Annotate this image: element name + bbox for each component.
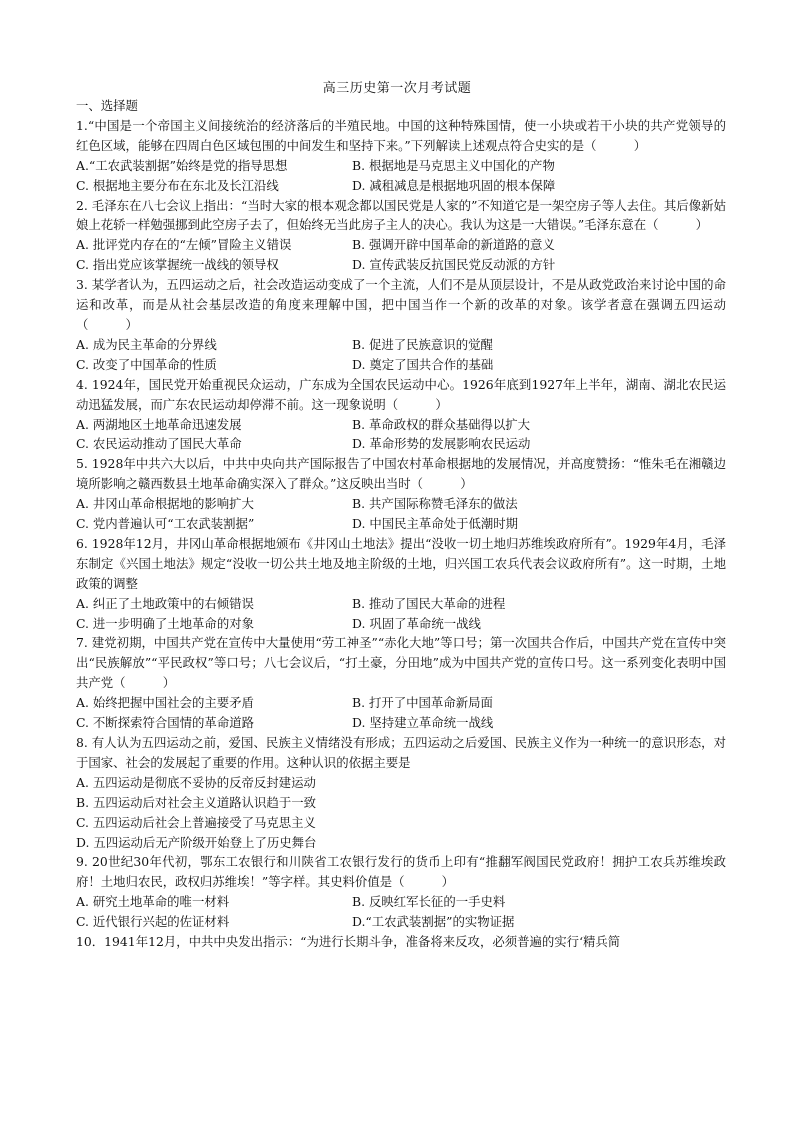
option-b: B. 共产国际称赞毛泽东的做法 bbox=[352, 496, 518, 512]
question-text: 9. 20世纪30年代初，鄂东工农银行和川陕省工农银行发行的货币上印有“推翻军阀国民党政府！拥护工农兵苏维埃政府！土地归农民，政权归苏维埃！”等字样。其史料价值是（ ） bbox=[76, 854, 726, 890]
option-b: B. 革命政权的群众基础得以扩大 bbox=[352, 416, 531, 432]
option-b: B. 五四运动后对社会主义道路认识趋于一致 bbox=[76, 794, 317, 810]
question-text: 7. 建党初期，中国共产党在宣传中大量使用“劳工神圣”“赤化大地”等口号；第一次国共合作后，中国共产党在宣传中突出“民族解放”“平民政权”等口号；八七会议后，“打土豪，分田地”成为中国共产党的宣传口号。这一系列变化表明中国共产党（ ） bbox=[76, 635, 726, 691]
options-group bbox=[76, 773, 726, 853]
option-c: C. 改变了中国革命的性质 bbox=[76, 356, 217, 372]
options-group bbox=[76, 494, 726, 534]
options-group bbox=[76, 693, 726, 733]
question-text: 8. 有人认为五四运动之前，爱国、民族主义情绪没有形成；五四运动之后爱国、民族主义作为一种统一的意识形态，对于国家、社会的发展起了重要的作用。这种认识的依据主要是 bbox=[76, 735, 726, 770]
option-a: A. 纠正了土地政策中的右倾错误 bbox=[76, 595, 254, 611]
options-group bbox=[76, 415, 726, 455]
option-a: A. 两湖地区土地革命迅速发展 bbox=[76, 416, 242, 432]
option-c: C. 近代银行兴起的佐证材料 bbox=[76, 914, 230, 930]
question-text: 2. 毛泽东在八七会议上指出：“当时大家的根本观念都以国民党是人家的”不知道它是一架空房子等人去住。其后像新姑娘上花轿一样勉强挪到此空房子去了，但始终无当此房子主人的决心。我认为这是一大错误。”毛泽东意在（ ） bbox=[76, 197, 726, 233]
options-group bbox=[76, 335, 726, 375]
question-list bbox=[76, 96, 726, 952]
option-c: C. 根据地主要分布在东北及长江沿线 bbox=[76, 177, 279, 193]
question-text: 1.“中国是一个帝国主义间接统治的经济落后的半殖民地。中国的这种特殊国情，使一小块或若干小块的共产党领导的红色区域，能够在四周白色区域包围的中间发生和坚持下来。”下列解读上述观点符合史实的是（ ） bbox=[76, 117, 726, 153]
option-d: D. 巩固了革命统一战线 bbox=[352, 615, 481, 631]
option-b: B. 促进了民族意识的觉醒 bbox=[352, 336, 493, 352]
option-a: A. 始终把握中国社会的主要矛盾 bbox=[76, 695, 254, 711]
option-c: C. 指出党应该掌握统一战线的领导权 bbox=[76, 257, 279, 273]
question-text: 5. 1928年中共六大以后，中共中央向共产国际报告了中国农村革命根据地的发展情况，并高度赞扬：“惟朱毛在湘赣边境所影响之赣西数县土地革命确实深入了群众。”这反映出当时（ ） bbox=[76, 456, 726, 492]
section-heading: 一、选择题 bbox=[76, 98, 138, 113]
option-c: C. 农民运动推动了国民大革命 bbox=[76, 436, 242, 452]
option-d: D. 革命形势的发展影响农民运动 bbox=[352, 436, 531, 452]
option-b: B. 反映红军长征的一手史料 bbox=[352, 894, 506, 910]
option-a: A. 研究土地革命的唯一材料 bbox=[76, 894, 230, 910]
question-text: 10．1941年12月，中共中央发出指示：“为进行长期斗争，准备将来反攻，必须普遍的实行‘精兵简 bbox=[76, 934, 621, 950]
option-d: D. 坚持建立革命统一战线 bbox=[352, 715, 494, 731]
option-a: A. 五四运动是彻底不妥协的反帝反封建运动 bbox=[76, 774, 316, 790]
option-c: C. 进一步明确了土地革命的对象 bbox=[76, 615, 254, 631]
option-a: A.“工农武装割据”始终是党的指导思想 bbox=[76, 157, 288, 173]
page-title: 高三历史第一次月考试题 bbox=[322, 81, 472, 96]
option-a: A. 井冈山革命根据地的影响扩大 bbox=[76, 496, 254, 512]
question-text: 6. 1928年12月，井冈山革命根据地颁布《井冈山土地法》提出“没收一切土地归苏维埃政府所有”。1929年4月，毛泽东制定《兴国土地法》规定“没收一切公共土地及地主阶级的土地，归兴国工农兵代表会议政府所有”。这一时期，土地政策的调整 bbox=[76, 535, 726, 591]
options-group bbox=[76, 235, 726, 275]
options-group bbox=[76, 594, 726, 634]
options-group bbox=[76, 156, 726, 196]
option-d: D. 五四运动后无产阶级开始登上了历史舞台 bbox=[76, 834, 317, 850]
option-c: C. 不断探索符合国情的革命道路 bbox=[76, 715, 254, 731]
option-b: B. 根据地是马克思主义中国化的产物 bbox=[352, 157, 555, 173]
option-c: C. 党内普遍认可“工农武装割据” bbox=[76, 516, 255, 532]
option-d: D. 中国民主革命处于低潮时期 bbox=[352, 516, 519, 532]
question-text: 3. 某学者认为，五四运动之后，社会改造运动变成了一个主流，人们不是从顶层设计，不是从政党政治来讨论中国的命运和改革，而是从社会基层改造的角度来理解中国，把中国当作一个新的改革的对象。该学者意在强调五四运动（ ） bbox=[76, 277, 726, 332]
option-c: C. 五四运动后社会上普遍接受了马克思主义 bbox=[76, 814, 316, 830]
option-d: D. 宣传武装反抗国民党反动派的方针 bbox=[352, 257, 556, 273]
option-d: D. 减租减息是根据地巩固的根本保障 bbox=[352, 177, 556, 193]
option-d: D.“工农武装割据”的实物证据 bbox=[352, 914, 515, 930]
option-a: A. 批评党内存在的“左倾”冒险主义错误 bbox=[76, 237, 292, 253]
question-text: 4. 1924年，国民党开始重视民众运动，广东成为全国农民运动中心。1926年底到1927年上半年，湖南、湖北农民运动迅猛发展，而广东农民运动却停滞不前。这一现象说明（ ） bbox=[76, 376, 726, 412]
option-a: A. 成为民主革命的分界线 bbox=[76, 336, 217, 352]
option-b: B. 推动了国民大革命的进程 bbox=[352, 595, 506, 611]
options-group bbox=[76, 892, 726, 932]
option-b: B. 强调开辟中国革命的新道路的意义 bbox=[352, 237, 555, 253]
option-d: D. 奠定了国共合作的基础 bbox=[352, 356, 494, 372]
option-b: B. 打开了中国革命新局面 bbox=[352, 695, 493, 711]
